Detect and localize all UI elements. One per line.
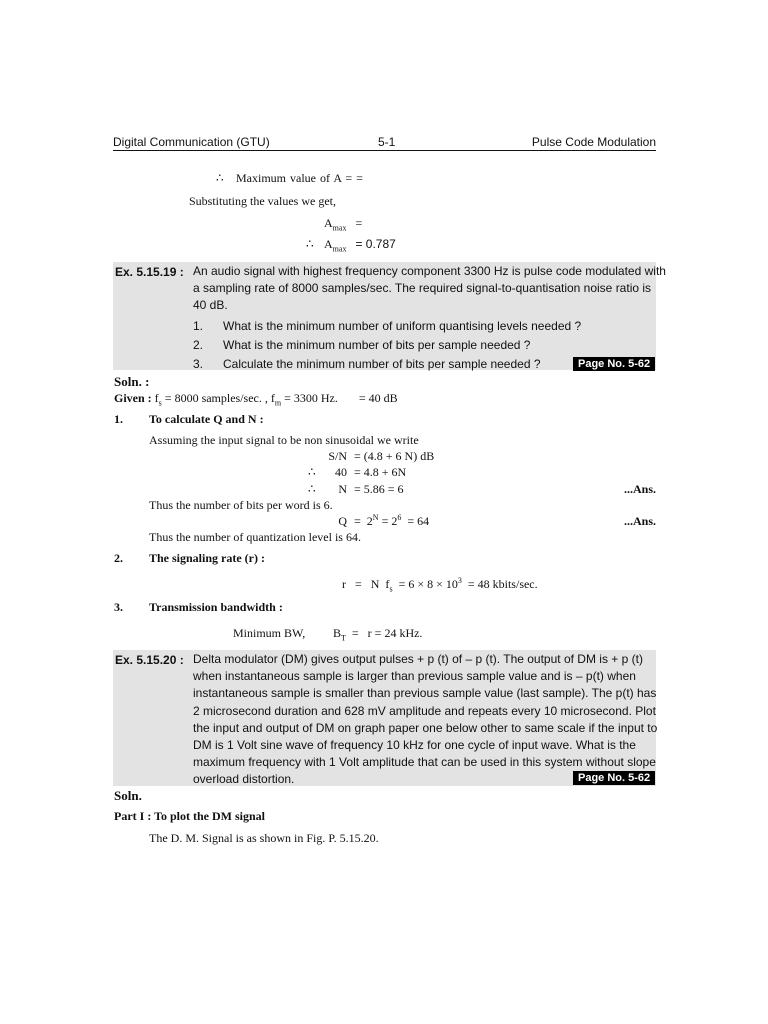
bandwidth-equation: $B_T = r = 24$ kHz. <box>333 626 423 643</box>
solution-1-title: Soln. : <box>114 374 150 389</box>
header-left: Digital Communication (GTU) <box>113 135 270 149</box>
step-1-title: To calculate Q and N : <box>149 412 264 426</box>
header-page-number: 5-1 <box>378 135 396 149</box>
answer-mark-2: ...Ans. <box>623 514 656 528</box>
substituting-text: Substituting the values we get, <box>189 194 336 208</box>
example-1-line: a sampling rate of 8000 samples/sec. The required signal-to-quantisation noise ratio is <box>193 281 652 296</box>
bandwidth-label: Minimum BW, <box>233 626 306 640</box>
header-right: Pulse Code Modulation <box>531 135 656 149</box>
example-1-line: An audio signal with highest frequency component 3300 Hz is pulse code modulated with <box>193 264 666 278</box>
therefore-symbol: ∴ <box>216 171 224 185</box>
example-2-line: 2 microsecond duration and 628 mV amplitude and repeats every 10 microsecond. Plot <box>193 703 656 718</box>
eq3-lhs: N <box>338 482 347 496</box>
sn-lhs: S/N <box>328 449 347 463</box>
amax-equation-2: $A_{max} = 0.787$ <box>324 237 396 254</box>
given-line: Given : $f_s = 8000$ samples/sec. , $f_m = 3300$ Hz. = 40 dB <box>114 391 398 408</box>
bits-conclusion: Thus the number of bits per word is 6. <box>149 498 333 512</box>
part-1-title: Part I : To plot the DM signal <box>114 809 266 823</box>
question-1-number: 1. <box>193 319 204 333</box>
example-2-line: the input and output of DM on graph paper one below other to same scale if the input to <box>193 720 658 735</box>
example-2-line: maximum frequency with 1 Volt amplitude that can be used in this system without slope <box>193 755 656 770</box>
solution-2-title: Soln. <box>114 788 142 803</box>
answer-mark-1: ...Ans. <box>623 482 656 496</box>
q-rhs: = $2^N = 2^6 = 64$ <box>354 513 430 528</box>
therefore-symbol-2: ∴ <box>306 237 314 251</box>
eq2-lhs: 40 <box>335 465 347 479</box>
example-2-label: Ex. 5.15.20 : <box>115 653 184 667</box>
page-reference-badge-2: Page No. 5-62 <box>573 771 655 785</box>
example-2-line: instantaneous sample is smaller than previous sample value (last sample). The p(t) has <box>193 686 657 701</box>
question-1-text: What is the minimum number of uniform quantising levels needed ? <box>223 319 582 333</box>
therefore-symbol-4: ∴ <box>308 482 316 496</box>
max-value-line: Maximum value of A = = <box>236 171 363 185</box>
question-3-text: Calculate the minimum number of bits per sample needed ? <box>223 357 541 371</box>
example-1-label: Ex. 5.15.19 : <box>115 265 184 279</box>
eq3-rhs: = 5.86 = 6 <box>354 482 404 496</box>
therefore-symbol-3: ∴ <box>308 465 316 479</box>
example-1-statement <box>193 263 666 315</box>
step-3-title: Transmission bandwidth : <box>149 600 283 614</box>
levels-conclusion: Thus the number of quantization level is 64. <box>149 530 361 544</box>
question-3-number: 3. <box>193 357 204 371</box>
header-rule <box>113 150 656 151</box>
example-2-line: when instantaneous sample is larger than previous sample value and is – p(t) when <box>193 669 636 684</box>
assumption-text: Assuming the input signal to be non sinusoidal we write <box>149 433 419 447</box>
example-1-line: 40 dB. <box>193 298 228 313</box>
question-2-text: What is the minimum number of bits per sample needed ? <box>223 338 531 352</box>
page-reference-badge: Page No. 5-62 <box>573 357 655 371</box>
sn-rhs: = (4.8 + 6 N) dB <box>354 449 435 463</box>
q-lhs: Q <box>338 514 347 528</box>
dm-signal-text: The D. M. Signal is as shown in Fig. P. 5.15.20. <box>149 831 379 845</box>
step-1-number: 1. <box>114 412 123 426</box>
question-2-number: 2. <box>193 338 204 352</box>
signaling-rate-equation: r = N $f_s = 6 \times 8 \times 10^3 = 48$ kbits/sec. <box>342 576 538 594</box>
example-2-line: DM is 1 Volt sine wave of frequency 10 kHz for one cycle of input wave. What is the <box>193 738 636 753</box>
step-2-title: The signaling rate (r) : <box>149 551 265 565</box>
amax-equation-1: $A_{max}$ = <box>324 216 363 233</box>
step-2-number: 2. <box>114 551 123 565</box>
example-2-line: Delta modulator (DM) gives output pulses + p (t) of – p (t). The output of DM is + p (t) <box>193 652 643 666</box>
eq2-rhs: = 4.8 + 6N <box>354 465 407 479</box>
example-2-statement <box>193 651 658 789</box>
example-2-line: overload distortion. <box>193 772 295 787</box>
step-3-number: 3. <box>114 600 123 614</box>
